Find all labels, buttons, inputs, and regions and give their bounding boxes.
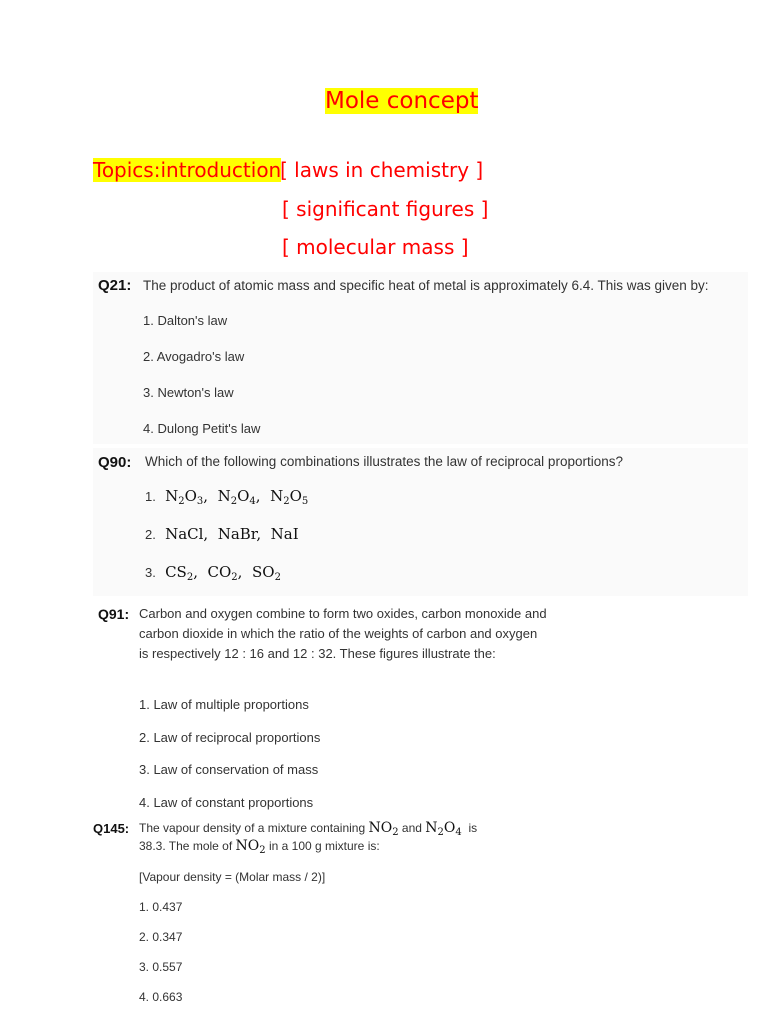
q145-line-1-text-a: The vapour density of a mixture containing [139,821,366,835]
q145-line-1 [139,820,477,836]
q91-text: Carbon and oxygen combine to form two oxides, carbon monoxide and carbon dioxide in which the ratio of the weights of carbon and oxygen is respectively 12 : 16 and 12 : 32. These figures illustrate the: [139,606,547,661]
topic-molecular-mass: [ molecular mass ] [282,235,469,259]
topic-significant-figures: [ significant figures ] [282,197,489,221]
q145-option-2: 2. 0.347 [139,930,183,944]
q90-option-2 [145,525,299,544]
q90-option-3-number: 3. [145,565,156,580]
q90-option-2-number: 2. [145,527,156,542]
topic-laws-in-chemistry: [ laws in chemistry ] [280,158,484,182]
q21-option-2: 2. Avogadro's law [143,349,245,364]
topics-prefix: Topics:introduction [93,158,282,182]
q21-option-4: 4. Dulong Petit's law [143,421,261,436]
page-title: Mole concept [325,88,479,114]
q145-line-2-text-a: 38.3. The mole of [139,839,233,853]
q145-formula-no2-second: $NO_2$ [235,838,266,856]
q145-option-1: 1. 0.437 [139,900,183,914]
q90-number: Q90: [98,454,132,471]
q90-option-1 [145,487,308,506]
q90-option-3 [145,563,281,582]
q91-option-4: 4. Law of constant proportions [139,795,314,810]
q145-option-3: 3. 0.557 [139,960,183,974]
q91-option-2: 2. Law of reciprocal proportions [139,730,321,745]
q91-option-3: 3. Law of conservation of mass [139,762,319,777]
q145-line-1-text-c: is [468,821,478,835]
q145-line-2 [139,838,380,854]
q90-option-1-number: 1. [145,489,156,504]
q90-option-3-formulas: $CS_2$, $CO_2$, $SO_2$ [160,563,281,583]
q21-option-3: 3. Newton's law [143,385,234,400]
q145-line-2-text-b: in a 100 g mixture is: [268,839,380,853]
q90-option-2-formulas: NaCl, NaBr, NaI [160,525,299,543]
q145-number: Q145: [93,821,130,836]
q145-formula-no2: $NO_2$ [368,820,399,838]
q21-text: The product of atomic mass and specific heat of metal is approximately 6.4. This was given by: [143,278,709,293]
q90-text: Which of the following combinations illustrates the law of reciprocal proportions? [145,454,623,469]
q90-option-1-formulas: $N_2O_3$, $N_2O_4$, $N_2O_5$ [160,487,309,507]
q145-option-4: 4. 0.663 [139,990,183,1004]
q91-number: Q91: [98,606,130,622]
q91-option-1: 1. Law of multiple proportions [139,697,309,712]
q21-option-1: 1. Dalton's law [143,313,228,328]
q145-line-1-text-b: and [401,821,422,835]
q145-formula-n2o4: $N_2O_4$ [425,820,462,838]
q145-hint: [Vapour density = (Molar mass / 2)] [139,870,326,884]
q21-number: Q21: [98,277,132,294]
